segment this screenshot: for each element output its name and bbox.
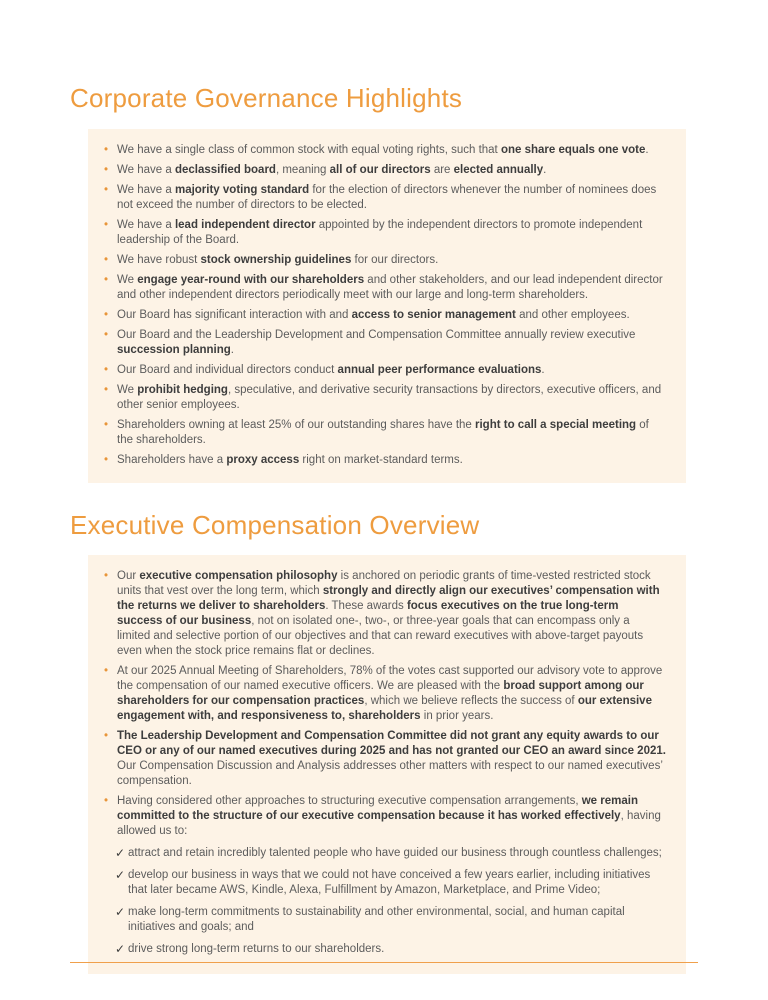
bullet-list-item	[104, 418, 666, 448]
bullet-icon: •	[104, 383, 109, 396]
list-item-text: Our executive compensation philosophy is anchored on periodic grants of time-vested restricted stock units that vest over the long term, which strongly and directly align our executives’ compensation with the returns we deliver to shareholders. These awards focus executives on the true long-term success of our business, not on isolated one-, two-, or three-year goals that can encompass only a limited and selective portion of our objectives and that can reward executives with above-target payouts even when the stock price remains flat or declines.	[117, 570, 660, 658]
list-item-text: Our Board and the Leadership Development and Compensation Committee annually review executive succession planning.	[117, 328, 636, 356]
bullet-list-item	[104, 273, 666, 303]
check-icon: ✓	[115, 942, 126, 957]
check-icon: ✓	[115, 905, 126, 920]
bullet-list-item	[104, 453, 666, 468]
bullet-icon: •	[104, 795, 109, 808]
list-item-text: We engage year-round with our shareholders and other stakeholders, and our lead independent director and other independent directors periodically meet with our large and long-term shareholders.	[117, 273, 663, 301]
bullet-list-item	[104, 163, 666, 178]
compensation-overview-panel	[88, 555, 686, 974]
list-item-text: We have a majority voting standard for the election of directors whenever the number of nominees does not exceed the number of directors to be elected.	[117, 183, 657, 211]
bullet-icon: •	[104, 665, 109, 678]
list-item-text: make long-term commitments to sustainability and other environmental, social, and human capital initiatives and goals; and	[128, 906, 625, 934]
bullet-list-item	[104, 253, 666, 268]
check-icon: ✓	[115, 846, 126, 861]
bullet-list-item	[104, 183, 666, 213]
compensation-section-title: Executive Compensation Overview	[70, 509, 480, 540]
bullet-list-item	[104, 794, 666, 839]
list-item-text: We have a lead independent director appointed by the independent directors to promote independent leadership of the Board.	[117, 218, 643, 246]
bullet-icon: •	[104, 418, 109, 431]
list-item-text: Shareholders owning at least 25% of our outstanding shares have the right to call a special meeting of the shareholders.	[117, 418, 649, 446]
bullet-icon: •	[104, 183, 109, 196]
bullet-list-item	[104, 328, 666, 358]
bullet-list-item	[104, 363, 666, 378]
bullet-icon: •	[104, 363, 109, 376]
list-item-text: drive strong long-term returns to our shareholders.	[128, 943, 385, 956]
check-list-item	[115, 846, 666, 861]
bullet-icon: •	[104, 570, 109, 583]
section-corporate-governance	[70, 84, 698, 483]
list-item-text: We prohibit hedging, speculative, and derivative security transactions by directors, executive officers, and other senior employees.	[117, 383, 662, 411]
bullet-icon: •	[104, 730, 109, 743]
bullet-list-item	[104, 664, 666, 724]
bullet-icon: •	[104, 273, 109, 286]
bullet-icon: •	[104, 143, 109, 156]
governance-section-title: Corporate Governance Highlights	[70, 83, 463, 113]
check-icon: ✓	[115, 868, 126, 883]
bullet-list-item	[104, 383, 666, 413]
list-item-text: Our Board has significant interaction with and access to senior management and other employees.	[117, 308, 630, 321]
bullet-list-item	[104, 308, 666, 323]
governance-highlights-panel	[88, 129, 686, 483]
bullet-icon: •	[104, 253, 109, 266]
list-item-text: Shareholders have a proxy access right on market-standard terms.	[117, 453, 463, 466]
bullet-icon: •	[104, 218, 109, 231]
bullet-list-item	[104, 218, 666, 248]
list-item-text: Our Board and individual directors conduct annual peer performance evaluations.	[117, 363, 545, 376]
bullet-list-item	[104, 569, 666, 659]
list-item-text: develop our business in ways that we could not have conceived a few years earlier, including initiatives that later became AWS, Kindle, Alexa, Fulfillment by Amazon, Marketplace, and Prime Video;	[128, 869, 651, 897]
compensation-bullet-list	[104, 569, 666, 957]
bullet-icon: •	[104, 453, 109, 466]
check-list-item	[115, 868, 666, 898]
bullet-icon: •	[104, 308, 109, 321]
bullet-list-item	[104, 143, 666, 158]
section-executive-compensation	[70, 511, 698, 975]
bullet-icon: •	[104, 163, 109, 176]
list-item-text: At our 2025 Annual Meeting of Shareholders, 78% of the votes cast supported our advisory vote to approve the compensation of our named executive officers. We are pleased with the broad support among our shareholders for our compensation practices, which we believe reflects the success of our extensive engagement with, and responsiveness to, shareholders in prior years.	[117, 665, 663, 723]
footer-divider	[70, 962, 698, 963]
governance-bullet-list	[104, 143, 666, 468]
list-item-text: We have robust stock ownership guidelines for our directors.	[117, 253, 439, 266]
list-item-text: We have a single class of common stock with equal voting rights, such that one share equals one vote.	[117, 143, 649, 156]
list-item-text: attract and retain incredibly talented people who have guided our business through countless challenges;	[128, 847, 662, 860]
list-item-text: Having considered other approaches to structuring executive compensation arrangements, we remain committed to the structure of our executive compensation because it has worked effectively, having allowed us to:	[117, 795, 661, 838]
bullet-list-item	[104, 729, 666, 789]
bullet-icon: •	[104, 328, 109, 341]
check-list-item	[115, 942, 666, 957]
list-item-text: The Leadership Development and Compensation Committee did not grant any equity awards to our CEO or any of our named executives during 2025 and has not granted our CEO an award since 2021. Our Compensation Discussion and Analysis addresses other matters with respect to our named executives’ compensation.	[117, 730, 666, 788]
list-item-text: We have a declassified board, meaning all of our directors are elected annually.	[117, 163, 547, 176]
check-list-item	[115, 905, 666, 935]
